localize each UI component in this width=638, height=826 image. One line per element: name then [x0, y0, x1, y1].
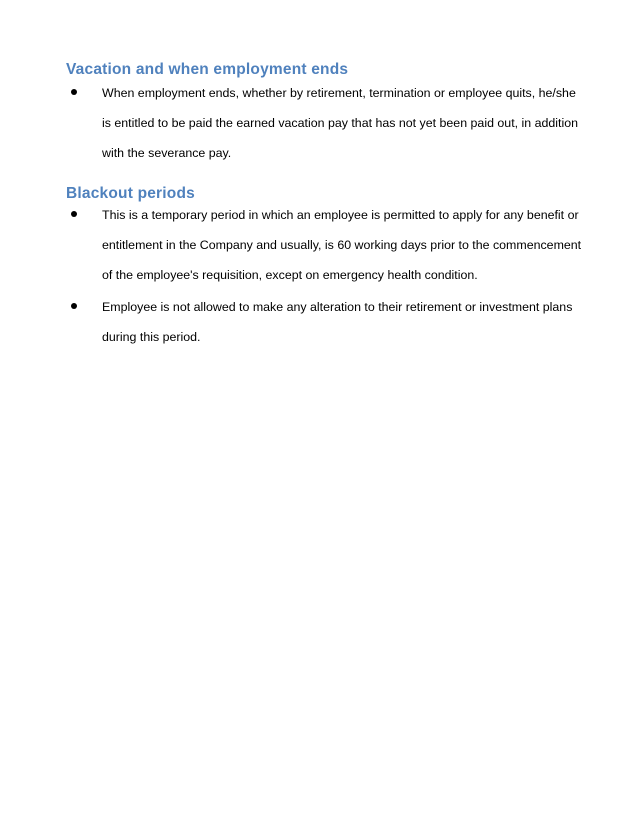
section-vacation-employment-ends	[66, 60, 586, 168]
bullet-list	[66, 78, 586, 168]
bullet-icon	[71, 211, 77, 217]
bullet-list	[66, 200, 586, 352]
section-heading: Vacation and when employment ends	[66, 61, 349, 78]
section-heading: Blackout periods	[66, 185, 195, 202]
list-item-text: When employment ends, whether by retirement, termination or employee quits, he/she is entitled to be paid the earned vacation pay that has not yet been paid out, in addition with the severance pay.	[102, 86, 579, 160]
list-item-text: Employee is not allowed to make any alteration to their retirement or investment plans during this period.	[102, 300, 573, 344]
section-blackout-periods	[66, 184, 586, 352]
list-item-text: This is a temporary period in which an employee is permitted to apply for any benefit or entitlement in the Company and usually, is 60 working days prior to the commencement of the employee's requisition, except on emergency health condition.	[102, 208, 582, 282]
list-item	[66, 200, 586, 290]
bullet-icon	[71, 303, 77, 309]
bullet-icon	[71, 89, 77, 95]
list-item	[66, 78, 586, 168]
list-item	[66, 292, 586, 352]
